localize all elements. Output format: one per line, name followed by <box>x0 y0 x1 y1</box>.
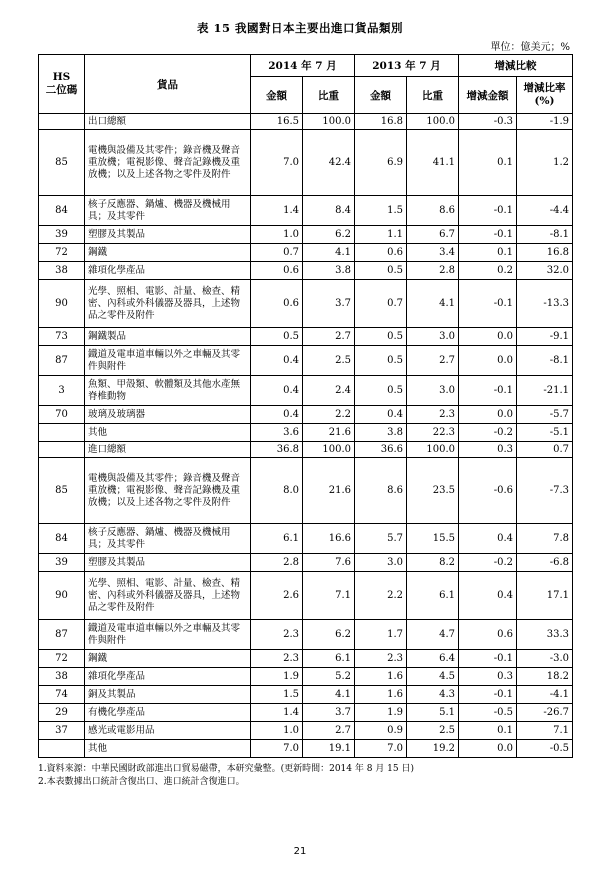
hs-code-cell: 72 <box>39 244 85 262</box>
change-amount-cell: 0.0 <box>459 406 517 424</box>
goods-cell: 雜項化學產品 <box>85 262 251 280</box>
amount-2013-cell: 7.0 <box>355 740 407 758</box>
change-rate-cell: -3.0 <box>517 650 573 668</box>
table-row <box>39 620 573 650</box>
goods-cell: 有機化學產品 <box>85 704 251 722</box>
change-rate-cell: -4.4 <box>517 196 573 226</box>
share-2013-cell: 15.5 <box>407 524 459 554</box>
share-2013-cell: 3.4 <box>407 244 459 262</box>
header-goods: 貨品 <box>85 55 251 114</box>
amount-2013-cell: 36.6 <box>355 442 407 458</box>
change-amount-cell: -0.2 <box>459 554 517 572</box>
page-number: 21 <box>293 846 307 857</box>
hs-code-cell: 87 <box>39 620 85 650</box>
share-2014-cell: 4.1 <box>303 686 355 704</box>
header-hs: HS 二位碼 <box>39 55 85 114</box>
amount-2014-cell: 1.0 <box>251 722 303 740</box>
change-rate-cell: 7.1 <box>517 722 573 740</box>
amount-2013-cell: 1.9 <box>355 704 407 722</box>
change-rate-cell: -26.7 <box>517 704 573 722</box>
table-row <box>39 196 573 226</box>
amount-2014-cell: 3.6 <box>251 424 303 442</box>
hs-code-cell: 90 <box>39 280 85 328</box>
header-2014: 2014 年 7 月 <box>251 55 355 77</box>
change-rate-cell: -5.1 <box>517 424 573 442</box>
amount-2013-cell: 16.8 <box>355 114 407 130</box>
amount-2014-cell: 0.4 <box>251 346 303 376</box>
table-row <box>39 406 573 424</box>
hs-code-cell: 84 <box>39 524 85 554</box>
change-rate-cell: -4.1 <box>517 686 573 704</box>
hs-code-cell: 85 <box>39 458 85 524</box>
share-2013-cell: 2.8 <box>407 262 459 280</box>
amount-2014-cell: 1.4 <box>251 196 303 226</box>
amount-2013-cell: 1.6 <box>355 668 407 686</box>
change-rate-cell: 7.8 <box>517 524 573 554</box>
goods-cell: 進口總額 <box>85 442 251 458</box>
change-amount-cell: 0.0 <box>459 740 517 758</box>
share-2013-cell: 100.0 <box>407 114 459 130</box>
amount-2014-cell: 1.0 <box>251 226 303 244</box>
amount-2013-cell: 0.5 <box>355 346 407 376</box>
amount-2013-cell: 0.9 <box>355 722 407 740</box>
share-2014-cell: 8.4 <box>303 196 355 226</box>
hs-code-cell: 38 <box>39 668 85 686</box>
hs-code-cell: 87 <box>39 346 85 376</box>
share-2014-cell: 2.5 <box>303 346 355 376</box>
goods-cell: 核子反應器、鍋爐、機器及機械用具；及其零件 <box>85 524 251 554</box>
table-row <box>39 226 573 244</box>
hs-code-cell: 72 <box>39 650 85 668</box>
amount-2014-cell: 7.0 <box>251 130 303 196</box>
share-2014-cell: 2.7 <box>303 722 355 740</box>
amount-2013-cell: 3.8 <box>355 424 407 442</box>
header-2013: 2013 年 7 月 <box>355 55 459 77</box>
goods-cell: 電機與設備及其零件；錄音機及聲音重放機；電視影像、聲音記錄機及重放機；以及上述各物之零件及附件 <box>85 130 251 196</box>
hs-code-cell: 70 <box>39 406 85 424</box>
hs-code-cell <box>39 442 85 458</box>
share-2013-cell: 2.3 <box>407 406 459 424</box>
amount-2013-cell: 0.6 <box>355 244 407 262</box>
amount-2013-cell: 2.3 <box>355 650 407 668</box>
share-2013-cell: 2.7 <box>407 346 459 376</box>
change-rate-cell: -8.1 <box>517 226 573 244</box>
hs-code-cell <box>39 740 85 758</box>
goods-cell: 鋼鐵 <box>85 650 251 668</box>
share-2013-cell: 3.0 <box>407 376 459 406</box>
table-row <box>39 704 573 722</box>
share-2014-cell: 16.6 <box>303 524 355 554</box>
share-2014-cell: 100.0 <box>303 442 355 458</box>
amount-2013-cell: 0.4 <box>355 406 407 424</box>
share-2014-cell: 4.1 <box>303 244 355 262</box>
goods-cell: 感光或電影用品 <box>85 722 251 740</box>
share-2013-cell: 3.0 <box>407 328 459 346</box>
share-2014-cell: 3.7 <box>303 280 355 328</box>
amount-2014-cell: 8.0 <box>251 458 303 524</box>
share-2013-cell: 100.0 <box>407 442 459 458</box>
share-2014-cell: 7.1 <box>303 572 355 620</box>
change-amount-cell: 0.6 <box>459 620 517 650</box>
change-amount-cell: -0.6 <box>459 458 517 524</box>
change-amount-cell: -0.2 <box>459 424 517 442</box>
table-title: 表 15 我國對日本主要出進口貨品類別 <box>196 21 403 35</box>
change-rate-cell: -0.5 <box>517 740 573 758</box>
table-row <box>39 328 573 346</box>
amount-2014-cell: 0.6 <box>251 280 303 328</box>
share-2014-cell: 100.0 <box>303 114 355 130</box>
hs-code-cell: 3 <box>39 376 85 406</box>
change-amount-cell: -0.1 <box>459 226 517 244</box>
share-2013-cell: 22.3 <box>407 424 459 442</box>
change-amount-cell: -0.1 <box>459 196 517 226</box>
header-change-amount: 增減金額 <box>459 77 517 114</box>
change-rate-cell: -8.1 <box>517 346 573 376</box>
share-2013-cell: 6.7 <box>407 226 459 244</box>
goods-cell: 鋼鐵製品 <box>85 328 251 346</box>
table-row <box>39 722 573 740</box>
share-2013-cell: 4.1 <box>407 280 459 328</box>
unit-label: 單位：億美元；% <box>490 42 570 53</box>
amount-2013-cell: 8.6 <box>355 458 407 524</box>
change-amount-cell: -0.1 <box>459 686 517 704</box>
change-amount-cell: 0.2 <box>459 262 517 280</box>
share-2013-cell: 8.2 <box>407 554 459 572</box>
share-2014-cell: 2.2 <box>303 406 355 424</box>
hs-code-cell: 39 <box>39 554 85 572</box>
table-row <box>39 130 573 196</box>
amount-2013-cell: 0.5 <box>355 376 407 406</box>
share-2014-cell: 3.7 <box>303 704 355 722</box>
share-2014-cell: 6.2 <box>303 226 355 244</box>
table-row <box>39 686 573 704</box>
hs-code-cell: 37 <box>39 722 85 740</box>
amount-2014-cell: 0.4 <box>251 406 303 424</box>
change-rate-cell: 17.1 <box>517 572 573 620</box>
hs-code-cell: 38 <box>39 262 85 280</box>
share-2013-cell: 8.6 <box>407 196 459 226</box>
amount-2013-cell: 0.5 <box>355 262 407 280</box>
share-2014-cell: 21.6 <box>303 458 355 524</box>
share-2013-cell: 4.3 <box>407 686 459 704</box>
share-2014-cell: 7.6 <box>303 554 355 572</box>
goods-cell: 鐵道及電車道車輛以外之車輛及其零件與附件 <box>85 346 251 376</box>
change-rate-cell: -9.1 <box>517 328 573 346</box>
amount-2013-cell: 3.0 <box>355 554 407 572</box>
amount-2013-cell: 6.9 <box>355 130 407 196</box>
share-2014-cell: 19.1 <box>303 740 355 758</box>
share-2013-cell: 19.2 <box>407 740 459 758</box>
table-row <box>39 424 573 442</box>
share-2014-cell: 2.7 <box>303 328 355 346</box>
amount-2014-cell: 2.3 <box>251 650 303 668</box>
share-2013-cell: 41.1 <box>407 130 459 196</box>
amount-2013-cell: 1.1 <box>355 226 407 244</box>
goods-cell: 銅及其製品 <box>85 686 251 704</box>
change-amount-cell: -0.3 <box>459 114 517 130</box>
export-section <box>39 114 573 442</box>
change-amount-cell: 0.3 <box>459 668 517 686</box>
share-2013-cell: 5.1 <box>407 704 459 722</box>
hs-code-cell: 74 <box>39 686 85 704</box>
goods-cell: 光學、照相、電影、計量、檢查、精密、內科或外科儀器及器具，上述物品之零件及附件 <box>85 280 251 328</box>
change-rate-cell: -21.1 <box>517 376 573 406</box>
share-2014-cell: 5.2 <box>303 668 355 686</box>
goods-cell: 玻璃及玻璃器 <box>85 406 251 424</box>
table-row <box>39 524 573 554</box>
hs-code-cell <box>39 114 85 130</box>
import-section <box>39 442 573 758</box>
hs-code-cell: 73 <box>39 328 85 346</box>
change-rate-cell: 32.0 <box>517 262 573 280</box>
amount-2013-cell: 5.7 <box>355 524 407 554</box>
goods-cell: 鋼鐵 <box>85 244 251 262</box>
amount-2014-cell: 0.6 <box>251 262 303 280</box>
share-2013-cell: 6.4 <box>407 650 459 668</box>
amount-2013-cell: 0.5 <box>355 328 407 346</box>
footnote: 2.本表數據出口統計含復出口、進口統計含復進口。 <box>38 777 245 787</box>
goods-cell: 其他 <box>85 424 251 442</box>
header-share-2014: 比重 <box>303 77 355 114</box>
table-row <box>39 114 573 130</box>
goods-cell: 出口總額 <box>85 114 251 130</box>
amount-2014-cell: 0.7 <box>251 244 303 262</box>
hs-code-cell: 85 <box>39 130 85 196</box>
hs-code-cell <box>39 424 85 442</box>
goods-cell: 其他 <box>85 740 251 758</box>
hs-code-cell: 90 <box>39 572 85 620</box>
goods-cell: 光學、照相、電影、計量、檢查、精密、內科或外科儀器及器具，上述物品之零件及附件 <box>85 572 251 620</box>
change-amount-cell: -0.1 <box>459 650 517 668</box>
share-2014-cell: 42.4 <box>303 130 355 196</box>
change-rate-cell: 16.8 <box>517 244 573 262</box>
table-row <box>39 458 573 524</box>
table-row <box>39 740 573 758</box>
table-row <box>39 280 573 328</box>
goods-cell: 魚類、甲殼類、軟體類及其他水產無脊椎動物 <box>85 376 251 406</box>
change-rate-cell: 1.2 <box>517 130 573 196</box>
footnote: 1.資料來源：中華民國財政部進出口貿易磁帶，本研究彙整。(更新時間：2014 年 8 月 15 日) <box>38 764 414 774</box>
goods-cell: 鐵道及電車道車輛以外之車輛及其零件與附件 <box>85 620 251 650</box>
share-2013-cell: 4.7 <box>407 620 459 650</box>
share-2014-cell: 21.6 <box>303 424 355 442</box>
change-rate-cell: -13.3 <box>517 280 573 328</box>
table-row <box>39 572 573 620</box>
goods-cell: 塑膠及其製品 <box>85 554 251 572</box>
table-row <box>39 346 573 376</box>
table-row <box>39 376 573 406</box>
change-amount-cell: 0.1 <box>459 130 517 196</box>
amount-2014-cell: 36.8 <box>251 442 303 458</box>
amount-2013-cell: 1.6 <box>355 686 407 704</box>
share-2014-cell: 6.1 <box>303 650 355 668</box>
goods-cell: 雜項化學產品 <box>85 668 251 686</box>
change-rate-cell: -7.3 <box>517 458 573 524</box>
share-2013-cell: 2.5 <box>407 722 459 740</box>
change-amount-cell: -0.5 <box>459 704 517 722</box>
change-amount-cell: 0.0 <box>459 328 517 346</box>
goods-cell: 塑膠及其製品 <box>85 226 251 244</box>
amount-2014-cell: 1.5 <box>251 686 303 704</box>
header-amount-2013: 金額 <box>355 77 407 114</box>
change-rate-cell: -5.7 <box>517 406 573 424</box>
header-compare: 增減比較 <box>459 55 573 77</box>
table-row <box>39 262 573 280</box>
change-rate-cell: 33.3 <box>517 620 573 650</box>
goods-cell: 電機與設備及其零件；錄音機及聲音重放機；電視影像、聲音記錄機及重放機；以及上述各物之零件及附件 <box>85 458 251 524</box>
header-amount-2014: 金額 <box>251 77 303 114</box>
change-amount-cell: 0.1 <box>459 244 517 262</box>
amount-2013-cell: 1.5 <box>355 196 407 226</box>
share-2014-cell: 2.4 <box>303 376 355 406</box>
change-rate-cell: -6.8 <box>517 554 573 572</box>
change-amount-cell: 0.4 <box>459 524 517 554</box>
change-rate-cell: 18.2 <box>517 668 573 686</box>
footnotes <box>38 763 414 789</box>
amount-2014-cell: 7.0 <box>251 740 303 758</box>
change-rate-cell: -1.9 <box>517 114 573 130</box>
share-2013-cell: 6.1 <box>407 572 459 620</box>
hs-code-cell: 84 <box>39 196 85 226</box>
change-amount-cell: -0.1 <box>459 280 517 328</box>
amount-2014-cell: 6.1 <box>251 524 303 554</box>
amount-2014-cell: 16.5 <box>251 114 303 130</box>
amount-2014-cell: 0.5 <box>251 328 303 346</box>
share-2013-cell: 23.5 <box>407 458 459 524</box>
amount-2014-cell: 2.8 <box>251 554 303 572</box>
amount-2014-cell: 2.6 <box>251 572 303 620</box>
amount-2013-cell: 0.7 <box>355 280 407 328</box>
share-2013-cell: 4.5 <box>407 668 459 686</box>
goods-cell: 核子反應器、鍋爐、機器及機械用具；及其零件 <box>85 196 251 226</box>
amount-2014-cell: 1.4 <box>251 704 303 722</box>
header-change-rate: 增減比率 (%) <box>517 77 573 114</box>
share-2014-cell: 3.8 <box>303 262 355 280</box>
table-row <box>39 244 573 262</box>
amount-2014-cell: 1.9 <box>251 668 303 686</box>
change-amount-cell: 0.0 <box>459 346 517 376</box>
change-amount-cell: 0.1 <box>459 722 517 740</box>
share-2014-cell: 6.2 <box>303 620 355 650</box>
table-row <box>39 650 573 668</box>
change-amount-cell: 0.4 <box>459 572 517 620</box>
change-amount-cell: -0.1 <box>459 376 517 406</box>
change-amount-cell: 0.3 <box>459 442 517 458</box>
amount-2013-cell: 2.2 <box>355 572 407 620</box>
amount-2014-cell: 2.3 <box>251 620 303 650</box>
table-row <box>39 442 573 458</box>
change-rate-cell: 0.7 <box>517 442 573 458</box>
hs-code-cell: 29 <box>39 704 85 722</box>
amount-2013-cell: 1.7 <box>355 620 407 650</box>
table-row <box>39 554 573 572</box>
hs-code-cell: 39 <box>39 226 85 244</box>
trade-table <box>38 54 573 758</box>
amount-2014-cell: 0.4 <box>251 376 303 406</box>
table-row <box>39 668 573 686</box>
header-share-2013: 比重 <box>407 77 459 114</box>
